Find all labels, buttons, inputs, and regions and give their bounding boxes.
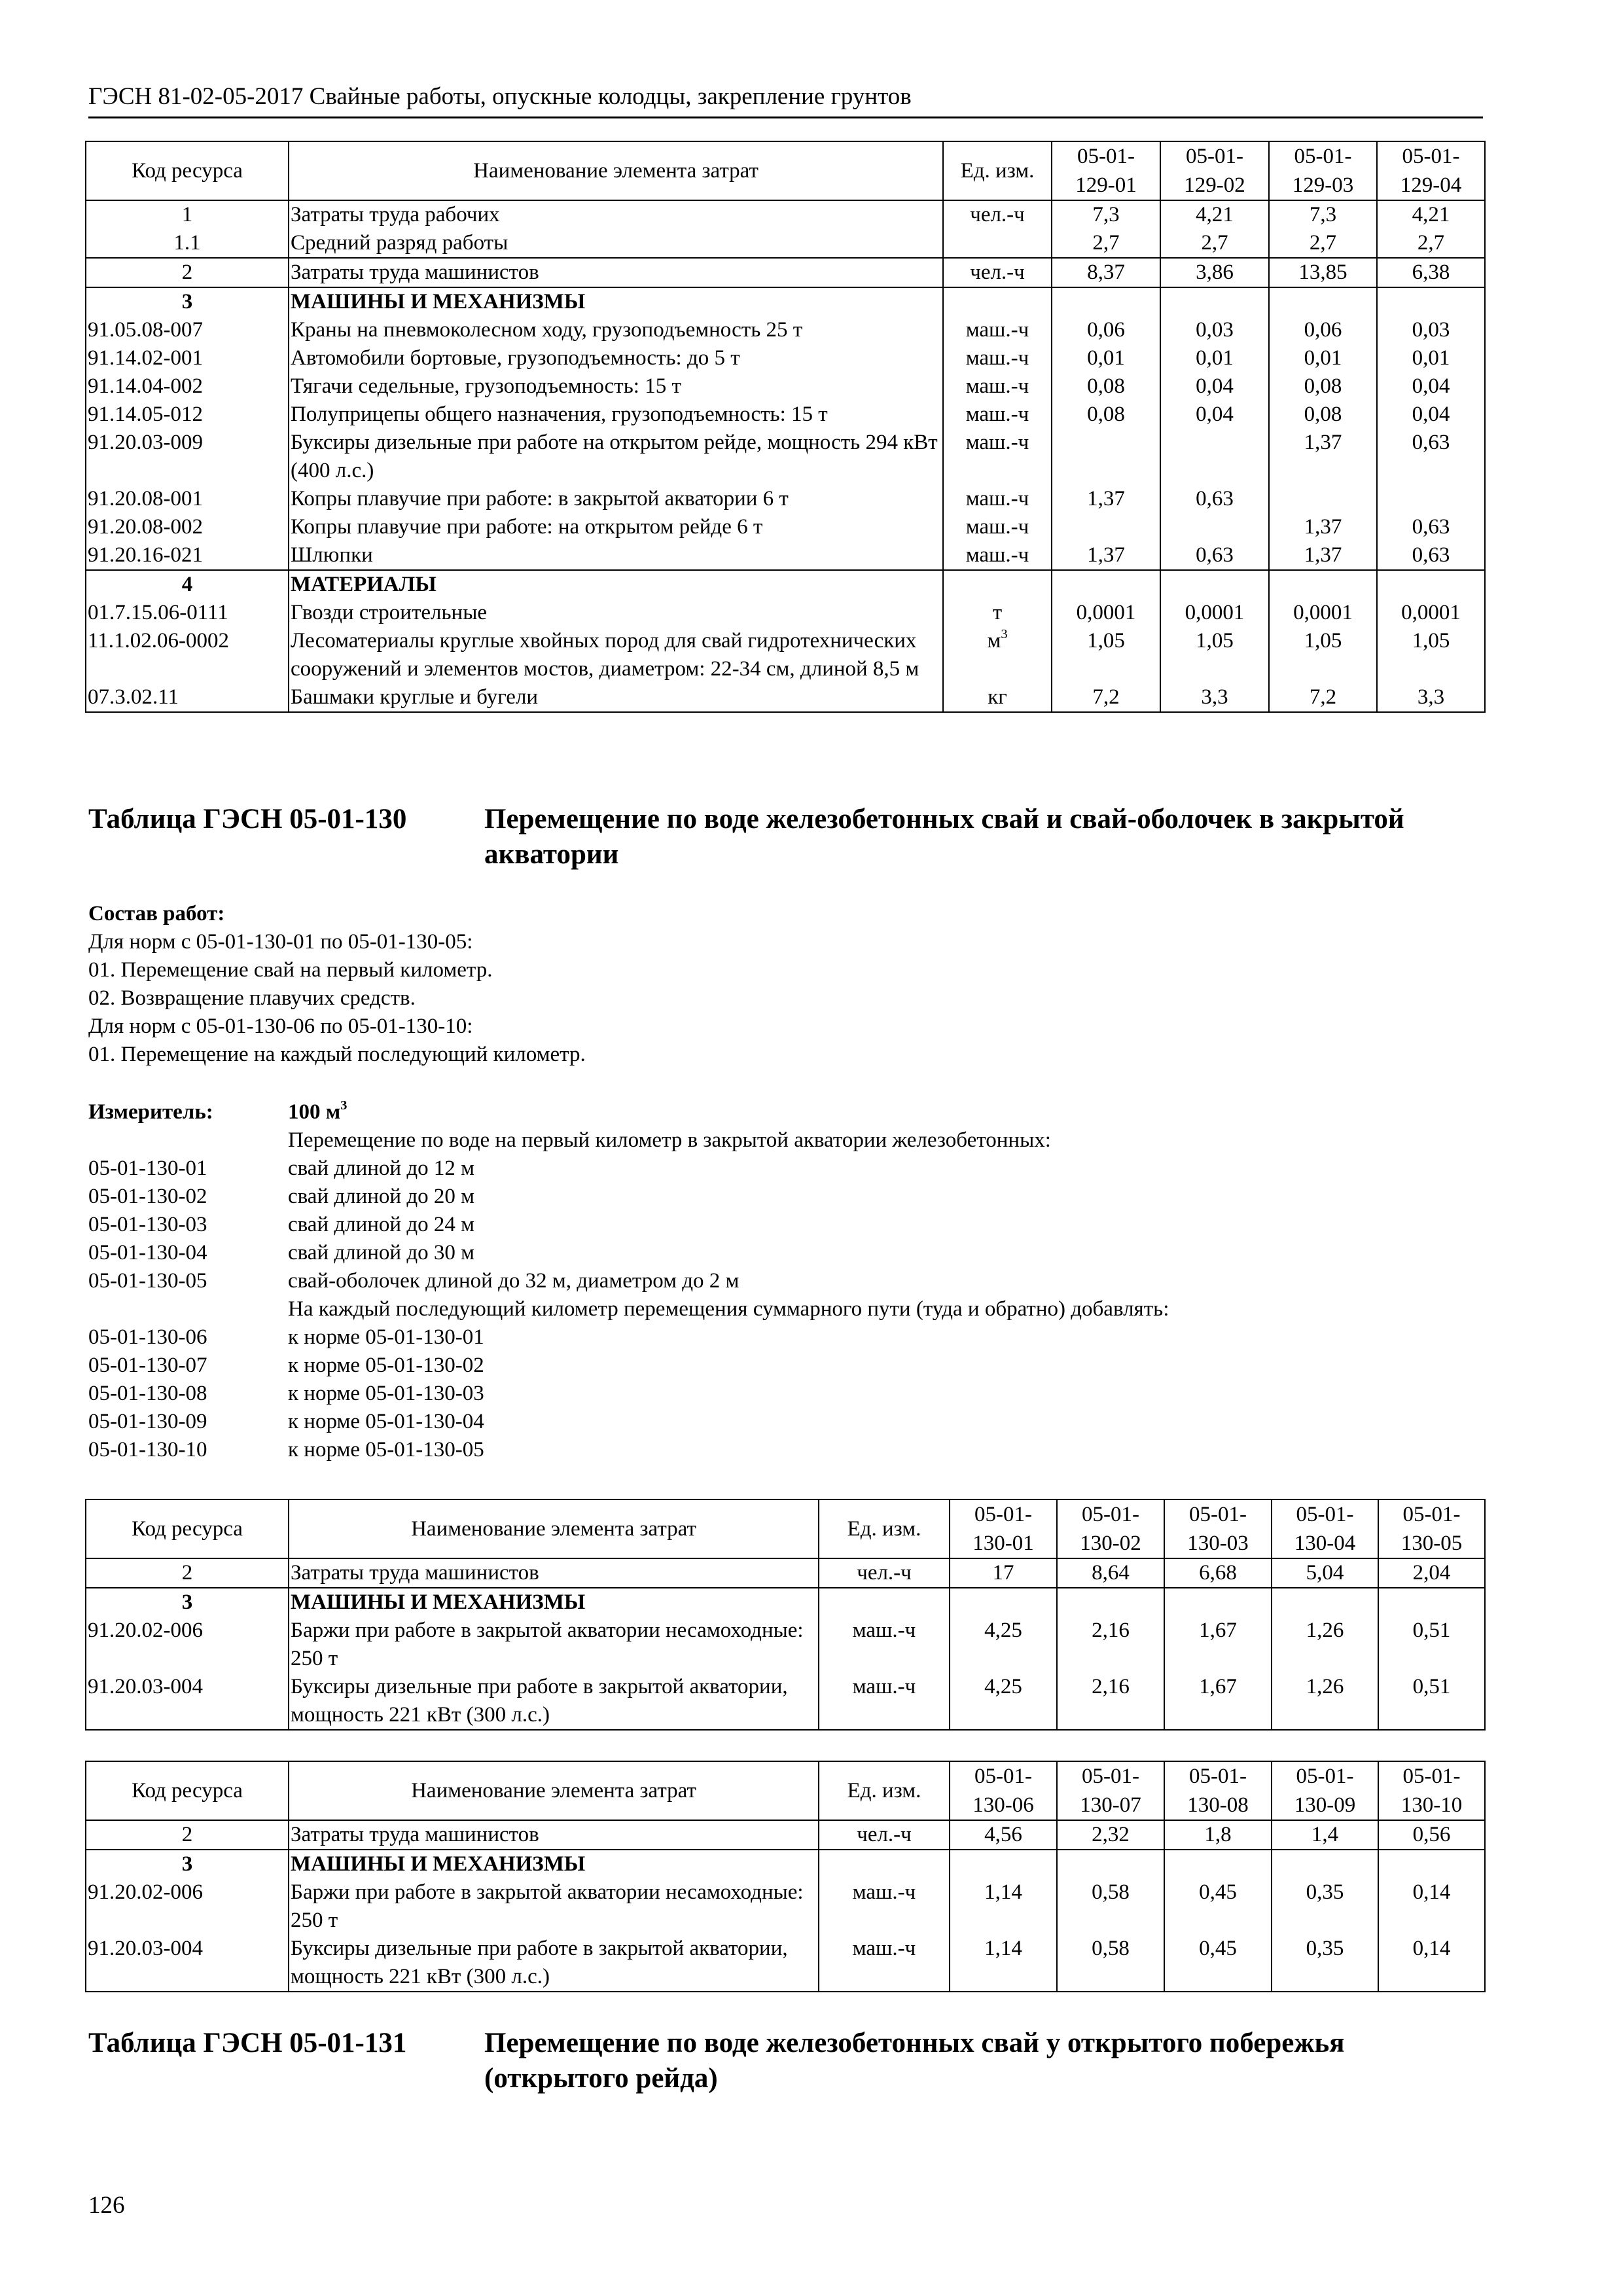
norm-value: 0,08: [1269, 401, 1377, 429]
norm-value: 0,35: [1272, 1878, 1378, 1935]
resource-name: Затраты труда машинистов: [289, 258, 943, 287]
table-row: [86, 1673, 1485, 1730]
norm-value: 0,01: [1269, 344, 1377, 372]
table-row: [86, 1588, 1485, 1617]
resource-unit: чел.-ч: [819, 1558, 950, 1588]
norm-value: 4,25: [950, 1617, 1057, 1673]
resource-name: Затраты труда машинистов: [289, 1820, 819, 1850]
norm-item: 05-01-130-09 к норме 05-01-130-04: [88, 1410, 484, 1433]
table-131-heading: Перемещение по воде железобетонных свай у открытого побережья (открытого рейда): [484, 2028, 1345, 2094]
table-131-label: Таблица ГЭСН 05-01-131: [88, 2028, 407, 2058]
norm-item: 05-01-130-01 свай длиной до 12 м: [88, 1157, 475, 1180]
table-row: [86, 627, 1485, 683]
norm-value: 0,63: [1377, 513, 1485, 541]
resource-name: Автомобили бортовые, грузоподъемность: до 5 т: [289, 344, 943, 372]
col-header-norm: 05-01- 130-09: [1272, 1761, 1378, 1820]
col-header-name: Наименование элемента затрат: [289, 1761, 819, 1820]
norm-value: 1,05: [1160, 627, 1269, 683]
norm-value: [1052, 513, 1160, 541]
table-row: [86, 1820, 1485, 1850]
resource-code: 91.14.05-012: [86, 401, 289, 429]
resource-name: Копры плавучие при работе: на открытом рейде 6 т: [289, 513, 943, 541]
norm-value: 0,45: [1164, 1935, 1272, 1992]
norm-value: 17: [950, 1558, 1057, 1588]
resource-unit: маш.-ч: [943, 429, 1052, 485]
norm-value: 6,68: [1164, 1558, 1272, 1588]
measure-label: Измеритель:: [88, 1100, 213, 1124]
resource-unit: $м^3$: [943, 627, 1052, 683]
resource-unit: чел.-ч: [943, 258, 1052, 287]
norm-value: 0,63: [1377, 429, 1485, 485]
resource-unit: [943, 229, 1052, 258]
resource-code: 1.1: [86, 229, 289, 258]
work-line: 01. Перемещение свай на первый километр.: [88, 958, 493, 982]
resource-unit: маш.-ч: [819, 1935, 950, 1992]
table-130-heading: Перемещение по воде железобетонных свай и свай-оболочек в закрытой акватории: [484, 804, 1404, 870]
resource-code: 2: [86, 258, 289, 287]
norm-item: 05-01-130-06 к норме 05-01-130-01: [88, 1325, 484, 1349]
table-row: [86, 1878, 1485, 1935]
col-header-norm: 05-01- 129-04: [1377, 141, 1485, 200]
norm-value: 4,21: [1160, 200, 1269, 229]
section-title: МАШИНЫ И МЕХАНИЗМЫ: [289, 287, 943, 316]
resource-name: Затраты труда машинистов: [289, 1558, 819, 1588]
table-row: [86, 401, 1485, 429]
col-header-unit: Ед. изм.: [819, 1761, 950, 1820]
resource-name: Тягачи седельные, грузоподъемность: 15 т: [289, 372, 943, 401]
col-header-code: Код ресурса: [86, 1761, 289, 1820]
norm-value: 1,05: [1377, 627, 1485, 683]
norm-value: 1,37: [1052, 485, 1160, 513]
resource-code: 01.7.15.06-0111: [86, 599, 289, 627]
norm-value: 2,7: [1269, 229, 1377, 258]
resource-name: Буксиры дизельные при работе в закрытой акватории, мощность 221 кВт (300 л.с.): [289, 1673, 819, 1730]
norm-value: 0,06: [1269, 316, 1377, 344]
work-line: Для норм с 05-01-130-01 по 05-01-130-05:: [88, 930, 473, 954]
resource-name: Буксиры дизельные при работе на открытом рейде, мощность 294 кВт (400 л.с.): [289, 429, 943, 485]
table-row: [86, 287, 1485, 316]
work-composition-heading: Состав работ:: [88, 902, 225, 925]
norm-value: 0,56: [1378, 1820, 1485, 1850]
norm-item: 05-01-130-08 к норме 05-01-130-03: [88, 1382, 484, 1405]
norm-value: 1,26: [1272, 1673, 1378, 1730]
resource-code: 91.20.08-002: [86, 513, 289, 541]
norm-value: 0,45: [1164, 1878, 1272, 1935]
resource-name: Баржи при работе в закрытой акватории несамоходные: 250 т: [289, 1617, 819, 1673]
resource-unit: маш.-ч: [819, 1617, 950, 1673]
table-row: [86, 258, 1485, 287]
cost-table-130-b: [85, 1761, 1486, 1992]
norm-item: 05-01-130-04 свай длиной до 30 м: [88, 1241, 475, 1265]
norm-value: 1,37: [1269, 513, 1377, 541]
table-header-row: [86, 1499, 1485, 1558]
measure-intro: Перемещение по воде на первый километр в закрытой акватории железобетонных:: [288, 1128, 1051, 1152]
resource-unit: кг: [943, 683, 1052, 712]
resource-unit: маш.-ч: [943, 344, 1052, 372]
norm-value: 0,0001: [1052, 599, 1160, 627]
norm-value: 0,63: [1160, 485, 1269, 513]
resource-code: 91.14.02-001: [86, 344, 289, 372]
norm-value: [1052, 429, 1160, 485]
norm-item: 05-01-130-02 свай длиной до 20 м: [88, 1185, 475, 1208]
norm-item: 05-01-130-03 свай длиной до 24 м: [88, 1213, 475, 1236]
norm-value: 0,03: [1160, 316, 1269, 344]
norm-value: 7,3: [1269, 200, 1377, 229]
col-header-norm: 05-01- 130-08: [1164, 1761, 1272, 1820]
resource-code: 91.20.03-009: [86, 429, 289, 485]
resource-name: Полуприцепы общего назначения, грузоподъемность: 15 т: [289, 401, 943, 429]
col-header-norm: 05-01- 129-03: [1269, 141, 1377, 200]
norm-value: 7,2: [1269, 683, 1377, 712]
col-header-norm: 05-01- 130-06: [950, 1761, 1057, 1820]
work-line: 01. Перемещение на каждый последующий километр.: [88, 1043, 586, 1066]
table-row: [86, 1558, 1485, 1588]
resource-code: 91.20.02-006: [86, 1617, 289, 1673]
resource-name: Лесоматериалы круглые хвойных пород для свай гидротехнических сооружений и элементов мостов, диаметром: 22-34 см, длиной 8,5 м: [289, 627, 943, 683]
table-row: [86, 316, 1485, 344]
table-row: [86, 372, 1485, 401]
cost-table-129: [85, 141, 1486, 713]
norm-value: 4,25: [950, 1673, 1057, 1730]
resource-unit: маш.-ч: [943, 316, 1052, 344]
norm-value: 1,26: [1272, 1617, 1378, 1673]
norm-value: 0,35: [1272, 1935, 1378, 1992]
resource-unit: т: [943, 599, 1052, 627]
col-header-norm: 05-01- 130-10: [1378, 1761, 1485, 1820]
resource-name: Баржи при работе в закрытой акватории несамоходные: 250 т: [289, 1878, 819, 1935]
norm-value: 2,7: [1160, 229, 1269, 258]
work-line: 02. Возвращение плавучих средств.: [88, 986, 416, 1010]
col-header-norm: 05-01- 130-01: [950, 1499, 1057, 1558]
table-row: [86, 570, 1485, 599]
norm-value: 0,0001: [1377, 599, 1485, 627]
norm-value: 1,05: [1269, 627, 1377, 683]
col-header-norm: 05-01- 130-03: [1164, 1499, 1272, 1558]
norm-value: [1160, 513, 1269, 541]
norm-value: 0,58: [1057, 1935, 1164, 1992]
resource-name: Копры плавучие при работе: в закрытой акватории 6 т: [289, 485, 943, 513]
table-row: [86, 683, 1485, 712]
resource-name: Шлюпки: [289, 541, 943, 570]
norm-value: 4,56: [950, 1820, 1057, 1850]
resource-unit: маш.-ч: [943, 485, 1052, 513]
resource-code: 91.05.08-007: [86, 316, 289, 344]
table-row: [86, 513, 1485, 541]
section-title: МАШИНЫ И МЕХАНИЗМЫ: [289, 1850, 819, 1878]
norm-value: 1,67: [1164, 1673, 1272, 1730]
resource-code: 91.14.04-002: [86, 372, 289, 401]
table-row: [86, 599, 1485, 627]
norm-value: 0,01: [1377, 344, 1485, 372]
norm-value: 3,3: [1160, 683, 1269, 712]
resource-unit: маш.-ч: [819, 1878, 950, 1935]
table-row: [86, 200, 1485, 229]
col-header-unit: Ед. изм.: [819, 1499, 950, 1558]
norm-value: 2,7: [1377, 229, 1485, 258]
resource-code: 2: [86, 1820, 289, 1850]
resource-name: Гвозди строительные: [289, 599, 943, 627]
resource-name: Затраты труда рабочих: [289, 200, 943, 229]
resource-code: 91.20.08-001: [86, 485, 289, 513]
norm-value: 0,08: [1052, 372, 1160, 401]
table-row: [86, 541, 1485, 570]
norm-value: 0,51: [1378, 1673, 1485, 1730]
norm-value: 1,8: [1164, 1820, 1272, 1850]
table-130-label: Таблица ГЭСН 05-01-130: [88, 804, 407, 834]
col-header-unit: Ед. изм.: [943, 141, 1052, 200]
norm-item: 05-01-130-10 к норме 05-01-130-05: [88, 1438, 484, 1462]
norm-value: 3,86: [1160, 258, 1269, 287]
norm-value: 2,16: [1057, 1617, 1164, 1673]
col-header-norm: 05-01- 130-02: [1057, 1499, 1164, 1558]
norm-value: 6,38: [1377, 258, 1485, 287]
norm-value: 7,3: [1052, 200, 1160, 229]
resource-unit: маш.-ч: [943, 541, 1052, 570]
norm-value: 2,32: [1057, 1820, 1164, 1850]
resource-name: Средний разряд работы: [289, 229, 943, 258]
norm-item: 05-01-130-05 свай-оболочек длиной до 32 м, диаметром до 2 м: [88, 1269, 740, 1293]
norm-value: 1,37: [1052, 541, 1160, 570]
norm-value: 4,21: [1377, 200, 1485, 229]
section-code: 3: [86, 287, 289, 316]
norm-value: 1,37: [1269, 541, 1377, 570]
norm-value: 0,04: [1377, 401, 1485, 429]
col-header-name: Наименование элемента затрат: [289, 141, 943, 200]
norm-value: 1,4: [1272, 1820, 1378, 1850]
norm-value: [1269, 485, 1377, 513]
norm-value: 0,58: [1057, 1878, 1164, 1935]
norm-value: 0,01: [1052, 344, 1160, 372]
resource-unit: маш.-ч: [943, 372, 1052, 401]
norm-value: 1,14: [950, 1878, 1057, 1935]
resource-unit: чел.-ч: [819, 1820, 950, 1850]
table-131-title: [88, 2026, 1482, 2098]
col-header-code: Код ресурса: [86, 1499, 289, 1558]
table-row: [86, 229, 1485, 258]
norm-value: 8,64: [1057, 1558, 1164, 1588]
norm-value: 0,0001: [1269, 599, 1377, 627]
resource-unit: маш.-ч: [943, 513, 1052, 541]
norm-value: 13,85: [1269, 258, 1377, 287]
resource-name: Краны на пневмоколесном ходу, грузоподъемность 25 т: [289, 316, 943, 344]
measure-intro: На каждый последующий километр перемещения суммарного пути (туда и обратно) добавлять:: [288, 1297, 1169, 1321]
norm-value: 2,7: [1052, 229, 1160, 258]
table-header-row: [86, 141, 1485, 200]
resource-code: 2: [86, 1558, 289, 1588]
resource-name: Башмаки круглые и бугели: [289, 683, 943, 712]
norm-value: 1,14: [950, 1935, 1057, 1992]
col-header-norm: 05-01- 130-07: [1057, 1761, 1164, 1820]
resource-code: 91.20.16-021: [86, 541, 289, 570]
norm-value: 5,04: [1272, 1558, 1378, 1588]
resource-code: 91.20.03-004: [86, 1935, 289, 1992]
resource-code: 11.1.02.06-0002: [86, 627, 289, 683]
norm-item: 05-01-130-07 к норме 05-01-130-02: [88, 1354, 484, 1377]
norm-value: 0,14: [1378, 1878, 1485, 1935]
section-title: МАТЕРИАЛЫ: [289, 570, 943, 599]
norm-value: [1160, 429, 1269, 485]
section-title: МАШИНЫ И МЕХАНИЗМЫ: [289, 1588, 819, 1617]
resource-code: 1: [86, 200, 289, 229]
norm-value: 0,63: [1160, 541, 1269, 570]
norm-value: [1377, 485, 1485, 513]
norm-value: 1,05: [1052, 627, 1160, 683]
col-header-norm: 05-01- 129-01: [1052, 141, 1160, 200]
norm-value: 8,37: [1052, 258, 1160, 287]
resource-unit: маш.-ч: [819, 1673, 950, 1730]
cost-table-130-a: [85, 1499, 1486, 1731]
section-code: 3: [86, 1588, 289, 1617]
norm-value: 0,01: [1160, 344, 1269, 372]
running-header: ГЭСН 81-02-05-2017 Свайные работы, опускные колодцы, закрепление грунтов: [88, 77, 1483, 118]
table-row: [86, 1617, 1485, 1673]
norm-value: 1,67: [1164, 1617, 1272, 1673]
resource-name: Буксиры дизельные при работе в закрытой акватории, мощность 221 кВт (300 л.с.): [289, 1935, 819, 1992]
measure-block: [88, 1098, 1482, 1464]
measure-value: 100 $м^3$: [288, 1098, 348, 1124]
norm-value: 2,04: [1378, 1558, 1485, 1588]
resource-code: 91.20.03-004: [86, 1673, 289, 1730]
table-row: [86, 485, 1485, 513]
norm-value: 0,08: [1052, 401, 1160, 429]
norm-value: 0,04: [1160, 372, 1269, 401]
norm-value: 0,03: [1377, 316, 1485, 344]
col-header-code: Код ресурса: [86, 141, 289, 200]
table-row: [86, 1935, 1485, 1992]
norm-value: 0,04: [1377, 372, 1485, 401]
norm-value: 0,0001: [1160, 599, 1269, 627]
resource-code: 91.20.02-006: [86, 1878, 289, 1935]
norm-value: 1,37: [1269, 429, 1377, 485]
page-number: 126: [88, 2192, 125, 2219]
col-header-norm: 05-01- 130-05: [1378, 1499, 1485, 1558]
col-header-norm: 05-01- 130-04: [1272, 1499, 1378, 1558]
norm-value: 3,3: [1377, 683, 1485, 712]
norm-value: 0,08: [1269, 372, 1377, 401]
section-code: 3: [86, 1850, 289, 1878]
norm-value: 0,04: [1160, 401, 1269, 429]
norm-value: 0,14: [1378, 1935, 1485, 1992]
col-header-norm: 05-01- 129-02: [1160, 141, 1269, 200]
table-row: [86, 344, 1485, 372]
work-composition: [88, 900, 1463, 1069]
norm-value: 7,2: [1052, 683, 1160, 712]
norm-value: 2,16: [1057, 1673, 1164, 1730]
norm-value: 0,51: [1378, 1617, 1485, 1673]
table-row: [86, 1850, 1485, 1878]
section-code: 4: [86, 570, 289, 599]
col-header-name: Наименование элемента затрат: [289, 1499, 819, 1558]
norm-value: 0,63: [1377, 541, 1485, 570]
resource-unit: маш.-ч: [943, 401, 1052, 429]
resource-code: 07.3.02.11: [86, 683, 289, 712]
resource-unit: чел.-ч: [943, 200, 1052, 229]
work-line: Для норм с 05-01-130-06 по 05-01-130-10:: [88, 1014, 473, 1038]
table-header-row: [86, 1761, 1485, 1820]
norm-value: 0,06: [1052, 316, 1160, 344]
table-130-title: [88, 802, 1482, 874]
table-row: [86, 429, 1485, 485]
